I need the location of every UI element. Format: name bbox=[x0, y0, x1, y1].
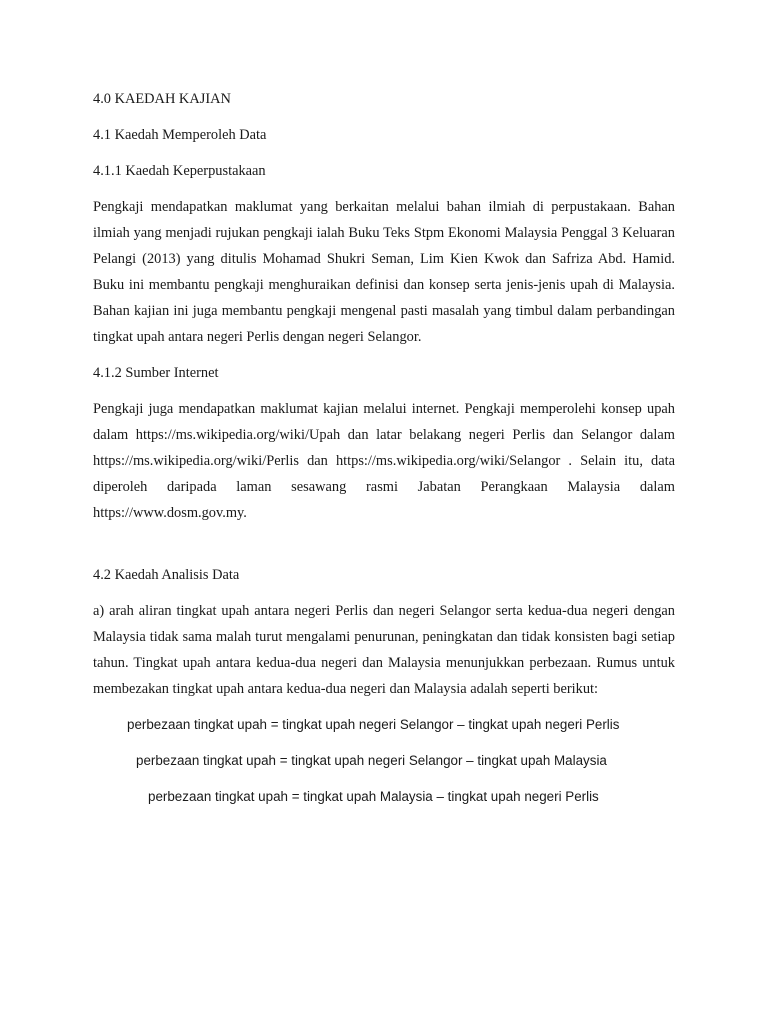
subsection-title-data-collection: 4.1 Kaedah Memperoleh Data bbox=[93, 127, 267, 143]
section-title: 4.0 KAEDAH KAJIAN bbox=[93, 91, 231, 107]
paragraph-data-analysis: a) arah aliran tingkat upah antara negeri Perlis dan negeri Selangor serta kedua-dua negeri dengan Malaysia tidak sama malah turut mengalami penurunan, peningkatan dan tidak konsisten bagi setiap tahun. Tingkat upah antara kedua-dua negeri dan Malaysia menunjukkan perbezaan. Rumus untuk membezakan tingkat upah antara kedua-dua negeri dan Malaysia adalah seperti berikut: bbox=[93, 603, 675, 697]
formula-malaysia-minus-perlis: perbezaan tingkat upah = tingkat upah Malaysia – tingkat upah negeri Perlis bbox=[148, 789, 599, 804]
document-page bbox=[93, 86, 675, 820]
subsection-title-library-method: 4.1.1 Kaedah Keperpustakaan bbox=[93, 163, 266, 179]
formula-selangor-minus-perlis: perbezaan tingkat upah = tingkat upah negeri Selangor – tingkat upah negeri Perlis bbox=[127, 717, 620, 732]
subsection-title-internet-source: 4.1.2 Sumber Internet bbox=[93, 365, 219, 381]
subsection-title-data-analysis: 4.2 Kaedah Analisis Data bbox=[93, 567, 240, 583]
paragraph-internet-source: Pengkaji juga mendapatkan maklumat kajian melalui internet. Pengkaji memperolehi konsep upah dalam https://ms.wikipedia.org/wiki/Upah dan latar belakang negeri Perlis dan Selangor dalam https://ms.wikipedia.org/wiki/Perlis dan https://ms.wikipedia.org/wiki/Selangor . Selain itu, data diperoleh daripada laman sesawang rasmi Jabatan Perangkaan Malaysia dalam https://www.dosm.gov.my. bbox=[93, 401, 675, 521]
formula-selangor-minus-malaysia: perbezaan tingkat upah = tingkat upah negeri Selangor – tingkat upah Malaysia bbox=[136, 753, 607, 768]
paragraph-library-method: Pengkaji mendapatkan maklumat yang berkaitan melalui bahan ilmiah di perpustakaan. Bahan ilmiah yang menjadi rujukan pengkaji ialah Buku Teks Stpm Ekonomi Malaysia Penggal 3 Keluaran Pelangi (2013) yang ditulis Mohamad Shukri Seman, Lim Kien Kwok dan Safriza Abd. Hamid. Buku ini membantu pengkaji menghuraikan definisi dan konsep serta jenis-jenis upah di Malaysia. Bahan kajian ini juga membantu pengkaji mengenal pasti masalah yang timbul dalam perbandingan tingkat upah antara negeri Perlis dengan negeri Selangor. bbox=[93, 199, 675, 345]
